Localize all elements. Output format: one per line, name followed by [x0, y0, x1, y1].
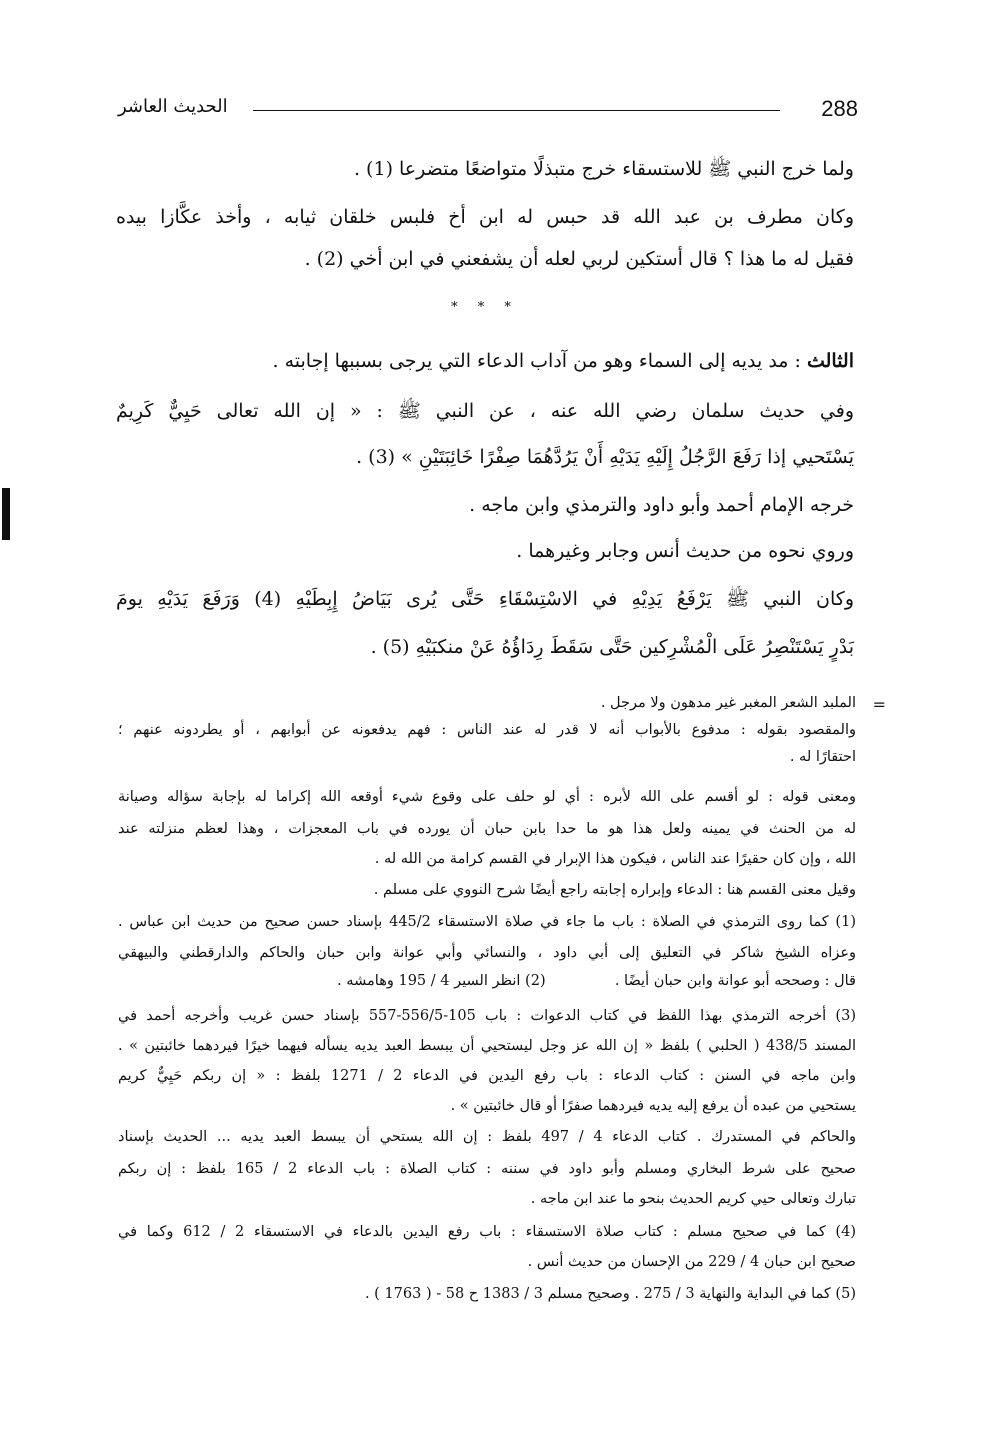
- footnote-line: وابن ماجه في السنن : كتاب الدعاء : باب رفع اليدين في الدعاء 2 / 1271 بلفظ : « إن ربكم حَيِيٌّ كريم: [118, 1068, 857, 1084]
- paragraph-4-line-2: يَسْتَحيي إذا رَفَعَ الرَّجُلُ إِلَيْهِ يَدَيْهِ أَنْ يَرُدَّهُمَا صِفْرًا خَائِبَتَيْنِ » (3) .: [356, 446, 854, 468]
- section-heading: الثالث: [806, 350, 854, 372]
- paragraph-7-line-1: وكان النبي ﷺ يَرْفَعُ يَدِيْهِ في الاسْتِسْقَاءِ حَتَّى يُرى بَيَاضُ إِبِطَيْهِ (4) وَرَفَعَ يَدَيْهِ يومَ: [116, 588, 854, 610]
- paragraph-7-line-2: بَدْرٍ يَسْتَنْصِرُ عَلَى الْمُشْرِكين حَتَّى سَقَطَ رِدَاؤُهُ عَنْ منكبَيْهِ (5) .: [370, 636, 854, 658]
- page-number: 288: [821, 96, 858, 121]
- footnote-line: وقيل معنى القسم هنا : الدعاء وإبراره إجابته راجع أيضًا شرح النووي على مسلم .: [373, 882, 856, 898]
- paragraph-1: ولما خرج النبي ﷺ للاستسقاء خرج متبذلًا متواضعًا متضرعا (1) .: [353, 158, 854, 180]
- footnote-line: يستحيي من عبده أن يرفع إليه يديه فيردهما صفرًا أو قال خائبتين » .: [450, 1098, 856, 1114]
- footnote-line: (1) كما روى الترمذي في الصلاة : باب ما جاء في صلاة الاستسقاء 445/2 بإسناد حسن صحيح من حديث ابن عباس .: [118, 914, 856, 930]
- paragraph-4-line-1: وفي حديث سلمان رضي الله عنه ، عن النبي ﷺ : « إن الله تعالى حَيِيٌّ كَرِيمٌ: [116, 400, 854, 422]
- section-separator: * * *: [451, 300, 519, 315]
- footnote-line: [118, 968, 856, 995]
- footnote-line: وعزاه الشيخ شاكر في التعليق إلى أبي داود ، والنسائي وأبي عوانة وابن حبان والحاكم والدارقطني والبيهقي: [118, 945, 856, 961]
- running-title: الحديث العاشر: [118, 96, 228, 117]
- footnote-line: الله ، وإن كان حقيرًا عند الناس ، فيكون هذا الإبرار في القسم كرامة من الله له .: [374, 851, 856, 867]
- paragraph-2-line-1: وكان مطرف بن عبد الله قد حبس له ابن أخ فلبس خلقان ثيابه ، وأخذ عكَّازا بيده: [116, 206, 854, 228]
- footnote-line: صحيح على شرط البخاري ومسلم وأبو داود في سننه : كتاب الصلاة : باب الدعاء 2 / 165 بلفظ : إن ربكم: [118, 1161, 856, 1177]
- footnotes: [118, 0, 886, 1429]
- footnote-line: (4) كما في صحيح مسلم : كتاب صلاة الاستسقاء : باب رفع اليدين بالدعاء في الاستسقاء 2 / 612 وكما في: [118, 1224, 856, 1240]
- footnote-line: ومعنى قوله : لو أقسم على الله لأبره : أي لو حلف على وقوع شيء أوقعه الله إكراما له بإجابة سؤاله وصيانة: [118, 789, 856, 805]
- paragraph-6: وروي نحوه من حديث أنس وجابر وغيرهما .: [516, 540, 854, 562]
- paragraph-3-text: : مد يديه إلى السماء وهو من آداب الدعاء التي يرجى بسببها إجابته .: [272, 350, 807, 372]
- footnote-line: والحاكم في المستدرك . كتاب الدعاء 4 / 497 بلفظ : إن الله يستحي أن يبسط العبد يديه ... الحديث بإسناد: [118, 1129, 856, 1145]
- margin-mark: [2, 488, 10, 540]
- footnote-line: المسند 438/5 ( الحلبي ) بلفظ « إن الله عز وجل ليستحيي أن يبسط العبد يديه يسأله فيهما خيرًا فيردهما خائبتين » .: [118, 1038, 856, 1054]
- paragraph-5: خرجه الإمام أحمد وأبو داود والترمذي وابن ماجه .: [469, 494, 854, 516]
- footnote-line: له من الحنث في يمينه ولعل هذا هو ما حدا بابن حبان أن يورده في باب المعجزات ، وهذا لعظم منزلته عند: [118, 821, 856, 837]
- footnote-line: تبارك وتعالى حيي كريم الحديث بنحو ما عند ابن ماجه .: [530, 1191, 856, 1207]
- footnote-2: (2) انظر السير 4 / 195 وهامشه .: [337, 973, 546, 989]
- footnote-line: الملبد الشعر المغبر غير مدهون ولا مرجل .: [600, 695, 856, 711]
- footnote-line: (5) كما في البداية والنهاية 3 / 275 . وصحيح مسلم 3 / 1383 ح 58 - ( 1763 ) .: [364, 1286, 856, 1302]
- footnote-line: صحيح ابن حبان 4 / 229 من الإحسان من حديث أنس .: [527, 1254, 856, 1270]
- footnote-line-part: قال : وصححه أبو عوانة وابن حبان أيضًا .: [614, 973, 856, 989]
- footnote-line: والمقصود بقوله : مدفوع بالأبواب أنه لا قدر له عند الناس : فهم يدفعونه عن أبوابهم ، أو يطردونه عنهم ؛: [118, 722, 856, 738]
- paragraph-2-line-2: فقيل له ما هذا ؟ قال أستكين لربي لعله أن يشفعني في ابن أخي (2) .: [304, 248, 854, 270]
- footnote-line: احتقارًا له .: [789, 749, 856, 765]
- footnote-continuation-mark: =: [872, 695, 886, 714]
- footnote-line: (3) أخرجه الترمذي بهذا اللفظ في كتاب الدعوات : باب 105-556/5-557 بإسناد حسن غريب وأخرجه أحمد في: [118, 1008, 856, 1024]
